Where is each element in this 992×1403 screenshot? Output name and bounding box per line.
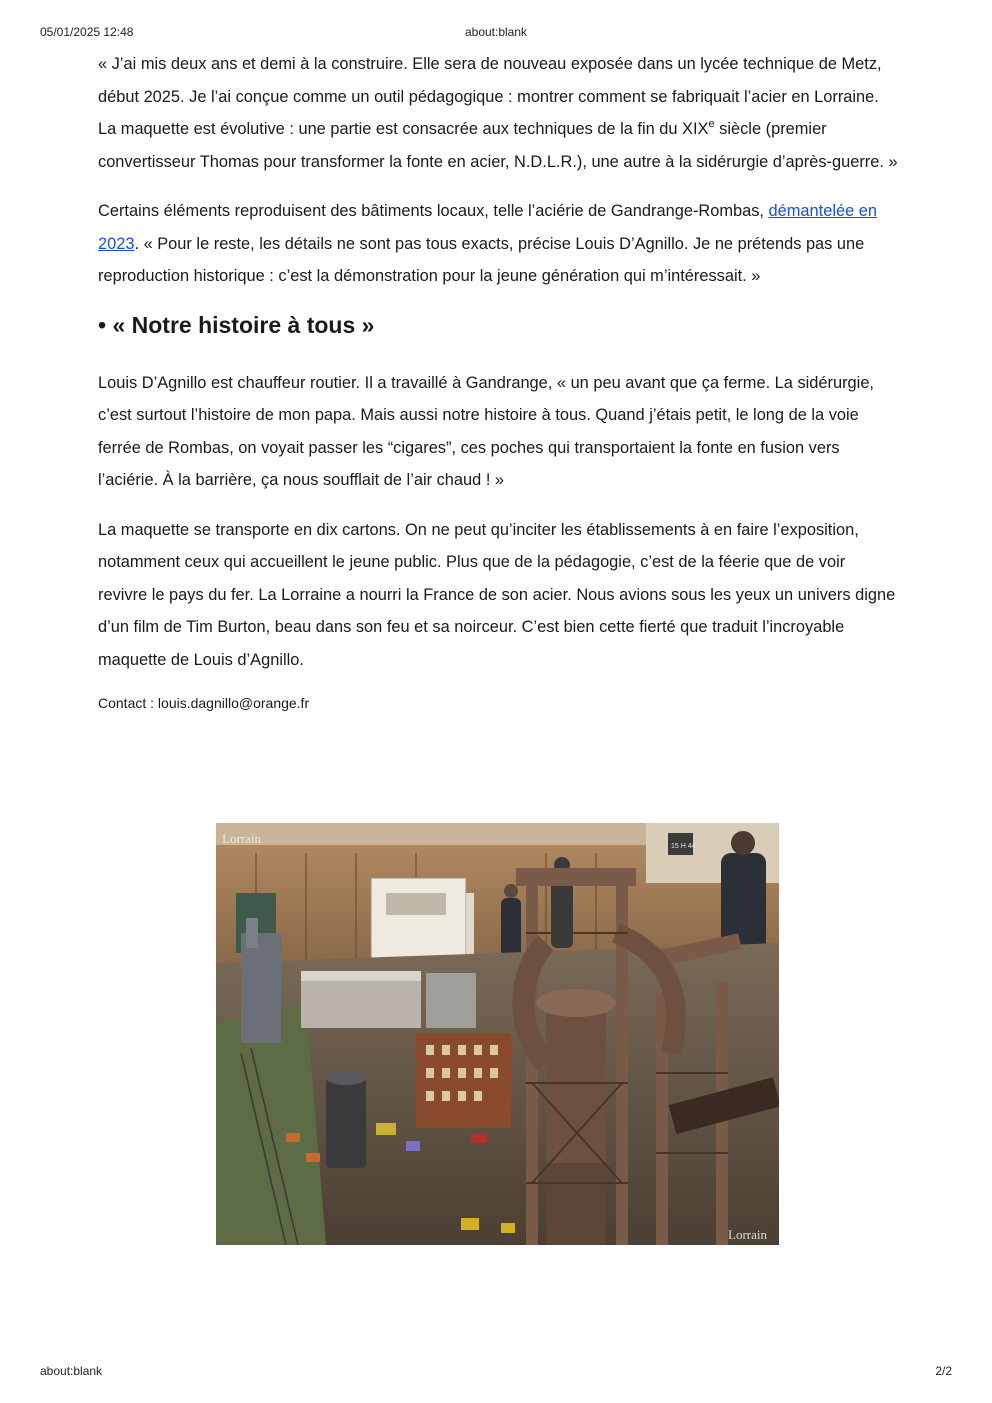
article-body [98, 48, 898, 713]
contact-email: louis.dagnillo@orange.fr [157, 695, 310, 711]
print-datetime: 05/01/2025 12:48 [40, 25, 134, 39]
superscript-e: e [708, 118, 715, 130]
section-heading: • « Notre histoire à tous » [98, 311, 375, 338]
paragraph-quote-text-end: siècle (premier convertisseur Thomas pour transformer la fonte en acier, N.D.L.R.), une autre à la sidérurgie d’après-guerre. » [98, 120, 898, 171]
paragraph-quote [98, 48, 898, 178]
paragraph-driver: Louis D’Agnillo est chauffeur routier. Il a travaillé à Gandrange, « un peu avant que ça ferme. La sidérurgie, c’est surtout l’histoire de mon papa. Mais aussi notre histoire à tous. Quand j’étais petit, le long de la voie ferrée de Rombas, on voyait passer les “cigares”, ces poches qui transportaient la fonte en fusion vers l’aciérie. À la barrière, ça nous soufflait de l’air chaud ! » [98, 373, 874, 489]
print-footer-url: about:blank [40, 1364, 103, 1378]
watermark-bottom: Lorrain [728, 1227, 767, 1242]
dismantled-2023-link[interactable]: démantelée en 2023 [98, 202, 877, 253]
paragraph-buildings-text: Certains éléments reproduisent des bâtiments locaux, telle l’aciérie de Gandrange-Rombas, [98, 202, 769, 220]
paragraph-buildings-text-end: . « Pour le reste, les détails ne sont pas tous exacts, précise Louis D’Agnillo. Je ne prétends pas une reproduction historique : c’est la démonstration pour la jeune génération qui m’intéressait. » [98, 234, 865, 285]
steelworks-model-photo [216, 823, 779, 1245]
paragraph-buildings [98, 195, 898, 293]
time-sign-text: 15 H 44 [671, 843, 696, 850]
print-header-url: about:blank [464, 25, 528, 39]
contact-label: Contact : [98, 695, 158, 711]
paragraph-transport: La maquette se transporte en dix cartons. On ne peut qu’inciter les établissements à en faire l’exposition, notamment ceux qui accueillent le jeune public. Plus que de la pédagogie, c’est de la féerie que de voir revivre le pays du fer. La Lorraine a nourri la France de son acier. Nous avions sous les yeux un univers digne d’un film de Tim Burton, beau dans son feu et sa noirceur. C’est bien cette fierté que traduit l’incroyable maquette de Louis d’Agnillo. [98, 520, 896, 669]
contact-line [98, 693, 898, 713]
watermark-top: Lorrain [222, 831, 261, 846]
paragraph-quote-text: « J’ai mis deux ans et demi à la construire. Elle sera de nouveau exposée dans un lycée technique de Metz, début 2025. Je l’ai conçue comme un outil pédagogique : montrer comment se fabriquait l’acier en Lorraine. La maquette est évolutive : une partie est consacrée aux techniques de la fin du XIX [98, 55, 882, 138]
page-number: 2/2 [935, 1364, 952, 1378]
